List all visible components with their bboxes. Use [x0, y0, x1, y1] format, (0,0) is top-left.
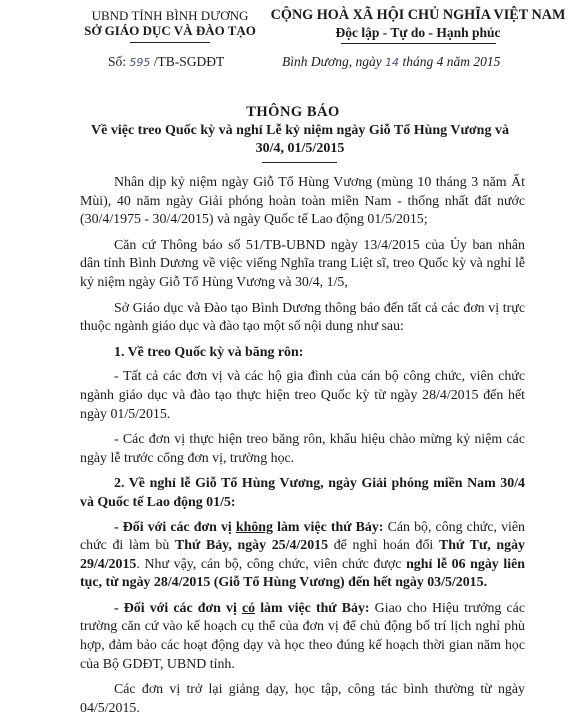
place-date-rest: tháng 4 năm 2015 — [399, 54, 501, 69]
department-name: SỞ GIÁO DỤC VÀ ĐÀO TẠO — [84, 23, 256, 38]
section-2-item-no-saturday: - Đối với các đơn vị không làm việc thứ Bảy: Cán bộ, công chức, viên chức đi làm bù Thứ Bảy, ngày 25/4/2015 để nghỉ hoán đổi Thứ Tư, ngày 29/4/2015. Như vậy, cán bộ, công chức, viên chức được nghỉ lễ 06 ngày liên tục, từ ngày 28/4/2015 (Giỗ Tổ Hùng Vương) đến hết ngày 03/5/2015. — [80, 519, 525, 591]
section-1-item-banners: - Các đơn vị thực hiện treo băng rôn, khẩu hiệu chào mừng kỷ niệm các ngày lễ trước cổng đơn vị, trường học. — [80, 432, 525, 466]
document-subtitle: Về việc treo Quốc kỳ và nghỉ Lễ kỷ niệm ngày Giỗ Tổ Hùng Vương và 30/4, 01/5/2015 — [91, 123, 509, 156]
section-2-heading: 2. Về nghỉ lễ Giỗ Tổ Hùng Vương, ngày Giải phóng miền Nam 30/4 và Quốc tế Lao động 01/5: — [80, 476, 525, 510]
section-1-heading: 1. Về treo Quốc kỳ và băng rôn: — [114, 344, 304, 360]
handwritten-doc-number: 595 — [129, 56, 151, 69]
paragraph-closing: Các đơn vị trở lại giảng dạy, học tập, công tác bình thường từ ngày 04/5/2015. — [80, 682, 525, 716]
issuing-agency-block — [60, 8, 280, 43]
paragraph-announcement: Sở Giáo dục và Đào tạo Bình Dương thông báo đến tất cả các đơn vị trực thuộc ngành giáo dục và đào tạo một số nội dung như sau: — [80, 300, 525, 335]
handwritten-day: 14 — [385, 56, 400, 69]
section-1-item-flags: - Tất cả các đơn vị và các hộ gia đình của cán bộ công chức, viên chức ngành giáo dục và đào tạo thực hiện treo Quốc kỳ từ ngày 28/4/2015 đến hết ngày 01/5/2015. — [80, 369, 525, 422]
paragraph-occasion: Nhân dịp kỷ niệm ngày Giỗ Tổ Hùng Vương (mùng 10 tháng 3 năm Ất Mùi), 40 năm ngày Giải phóng hoàn toàn miền Nam - thống nhất đất nước (30/4/1975 - 30/4/2015) và ngày Quốc tế Lao động 01/5/2015; — [80, 175, 525, 228]
national-motto: Độc lập - Tự do - Hạnh phúc — [335, 25, 501, 40]
agency-name: UBND TỈNH BÌNH DƯƠNG — [91, 8, 249, 23]
title-underline — [262, 162, 337, 163]
nation-name: CỘNG HOÀ XÃ HỘI CHỦ NGHĨA VIỆT NAM — [270, 7, 566, 23]
doc-number-suffix: /TB-SGDĐT — [150, 54, 225, 69]
motto-underline — [341, 43, 496, 44]
document-body — [80, 174, 525, 725]
national-header-block — [258, 7, 578, 44]
place-date-prefix: Bình Dương, ngày — [282, 54, 386, 69]
place-and-date — [282, 54, 500, 70]
section-2-item-with-saturday: - Đối với các đơn vị có làm việc thứ Bảy: Giao cho Hiệu trưởng các trường căn cứ vào kế hoạch cụ thể của đơn vị để chủ động bố trí lịch nghỉ phù hợp, đảm bảo các hoạt động dạy và học theo đúng kế hoạch thời gian năm học của Bộ GDĐT, UBND tỉnh. — [80, 600, 525, 672]
agency-underline — [130, 42, 210, 43]
document-title: THÔNG BÁO — [246, 104, 340, 120]
doc-number-prefix: Số: — [108, 54, 130, 69]
document-number — [108, 54, 224, 70]
paragraph-basis: Căn cứ Thông báo số 51/TB-UBND ngày 13/4/2015 của Ủy ban nhân dân tỉnh Bình Dương về việc viếng Nghĩa trang Liệt sĩ, treo Quốc kỳ và nghỉ lễ kỷ niệm ngày Giỗ Tổ Hùng Vương và 30/4, 1/5, — [80, 237, 525, 290]
